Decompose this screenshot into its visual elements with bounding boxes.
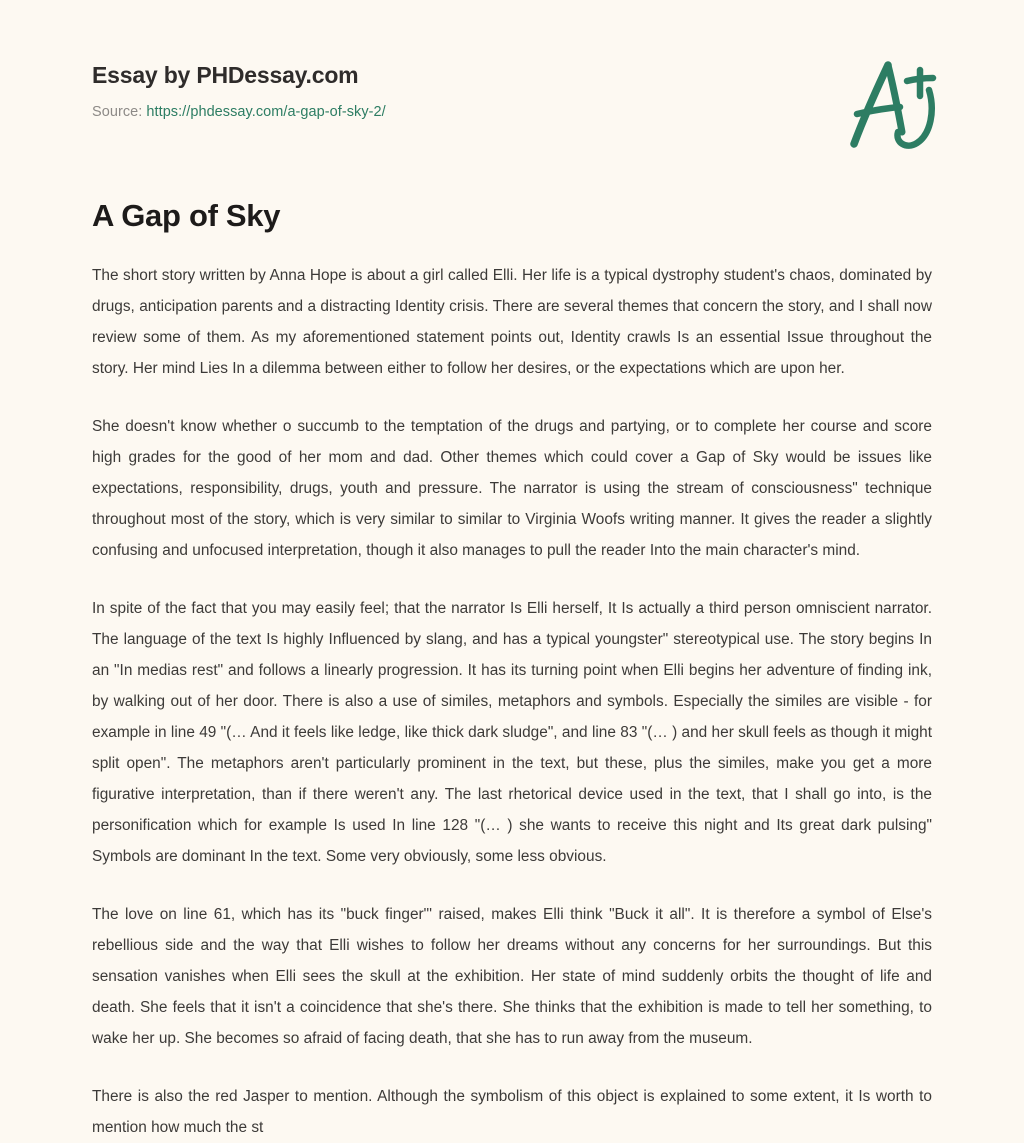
page-header	[92, 0, 932, 120]
source-url-link[interactable]: https://phdessay.com/a-gap-of-sky-2/	[146, 103, 386, 120]
a-plus-logo	[832, 52, 952, 162]
paragraph: In spite of the fact that you may easily feel; that the narrator Is Elli herself, It Is actually a third person omniscient narrator. The language of the text Is highly Influenced by slang, and has a typical youngster" stereotypical use. The story begins In an "In medias rest" and follows a linearly progression. It has its turning point when Elli begins her adventure of finding ink, by walking out of her door. There is also a use of similes, metaphors and symbols. Especially the similes are visible - for example in line 49 "(… And it feels like ledge, like thick dark sludge", and line 83 "(… ) and her skull feels as though it might split open". The metaphors aren't particularly prominent in the text, but these, plus the similes, make you get a more figurative interpretation, than if there weren't any. The last rhetorical device used in the text, that I shall go into, is the personification which for example Is used In line 128 "(… ) she wants to receive this night and Its great dark pulsing" Symbols are dominant In the text. Some very obviously, some less obvious.	[92, 599, 932, 865]
page-title: A Gap of Sky	[92, 197, 281, 233]
source-label: Source:	[92, 103, 143, 120]
paragraph: She doesn't know whether o succumb to the temptation of the drugs and partying, or to complete her course and score high grades for the good of her mom and dad. Other themes which could cover a Gap of Sky would be issues like expectations, responsibility, drugs, youth and pressure. The narrator is using the stream of consciousness" technique throughout most of the story, which is very similar to similar to Virginia Woofs writing manner. It gives the reader a slightly confusing and unfocused interpretation, though it also manages to pull the reader Into the main character's mind.	[92, 417, 932, 559]
paragraph: The love on line 61, which has its "buck finger"' raised, makes Elli think "Buck it all". It is therefore a symbol of Else's rebellious side and the way that Elli wishes to follow her dreams without any concerns for her surroundings. But this sensation vanishes when Elli sees the skull at the exhibition. Her state of mind suddenly orbits the thought of life and death. She feels that it isn't a coincidence that she's there. She thinks that the exhibition is made to tell her something, to wake her up. She becomes so afraid of facing death, that she has to run away from the museum.	[92, 905, 932, 1047]
source-line	[92, 104, 932, 120]
paragraph: There is also the red Jasper to mention. Although the symbolism of this object is explained to some extent, it Is worth to mention how much the st	[92, 1087, 932, 1136]
site-title: Essay by PHDessay.com	[92, 62, 359, 88]
paragraph: The short story written by Anna Hope is about a girl called Elli. Her life is a typical dystrophy student's chaos, dominated by drugs, anticipation parents and a distracting Identity crisis. There are several themes that concern the story, and I shall now review some of them. As my aforementioned statement points out, Identity crawls Is an essential Issue throughout the story. Her mind Lies In a dilemma between either to follow her desires, or the expectations which are upon her.	[92, 266, 932, 377]
essay-body	[92, 260, 932, 1143]
